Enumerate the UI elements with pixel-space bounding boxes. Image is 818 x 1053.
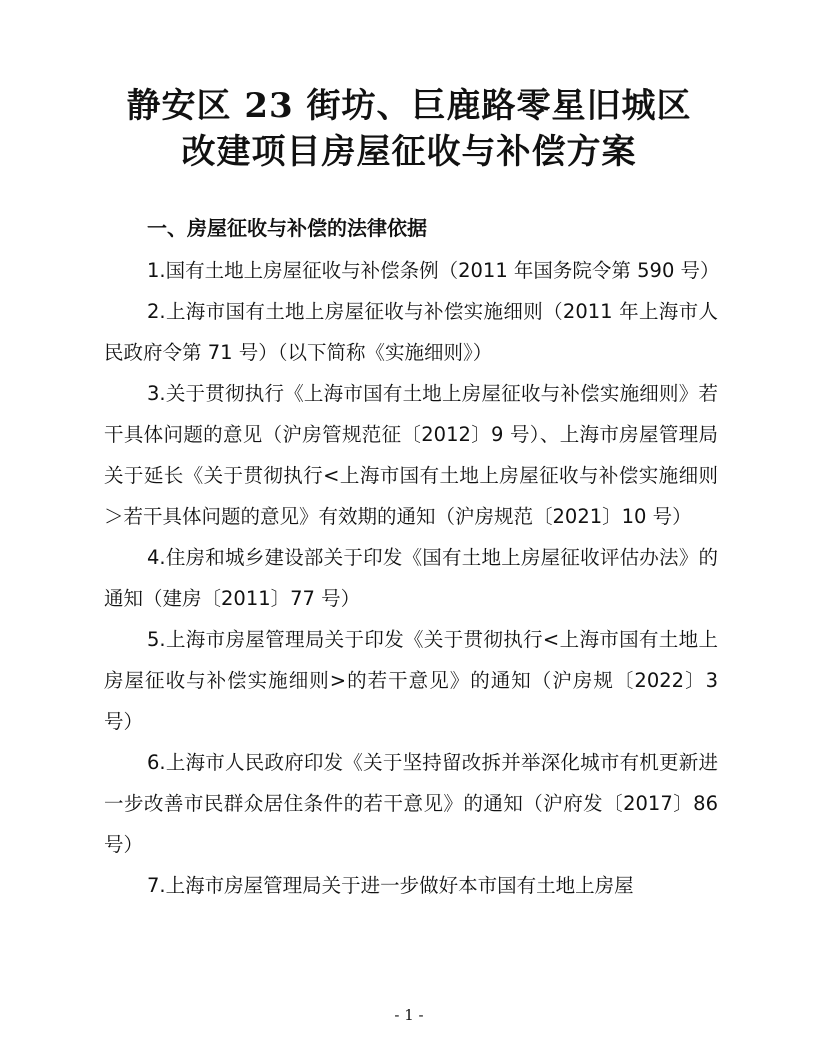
document-title-line-1: 静安区 23 街坊、巨鹿路零星旧城区	[126, 86, 692, 126]
legal-basis-item-2: 2.上海市国有土地上房屋征收与补偿实施细则（2011 年上海市人民政府令第 71 号）（以下简称《实施细则》）	[104, 300, 718, 364]
page-number: - 1 -	[394, 1006, 424, 1024]
legal-basis-item-7: 7.上海市房屋管理局关于进一步做好本市国有土地上房屋	[147, 874, 634, 897]
legal-basis-item-6: 6.上海市人民政府印发《关于坚持留改拆并举深化城市有机更新进一步改善市民群众居住条件的若干意见》的通知（沪府发〔2017〕86 号）	[104, 751, 718, 856]
section-heading: 一、房屋征收与补偿的法律依据	[147, 216, 427, 240]
legal-basis-item-5: 5.上海市房屋管理局关于印发《关于贯彻执行<上海市国有土地上房屋征收与补偿实施细则>的若干意见》的通知（沪房规〔2022〕3 号）	[104, 628, 718, 733]
document-body	[104, 250, 718, 906]
legal-basis-item-1: 1.国有土地上房屋征收与补偿条例（2011 年国务院令第 590 号）	[147, 259, 720, 282]
legal-basis-item-3: 3.关于贯彻执行《上海市国有土地上房屋征收与补偿实施细则》若干具体问题的意见（沪房管规范征〔2012〕9 号）、上海市房屋管理局关于延长《关于贯彻执行<上海市国有土地上房屋征收与补偿实施细则＞若干具体问题的意见》有效期的通知（沪房规范〔2021〕10 号）	[104, 382, 718, 528]
document-title-line-2: 改建项目房屋征收与补偿方案	[181, 132, 637, 172]
legal-basis-item-4: 4.住房和城乡建设部关于印发《国有土地上房屋征收评估办法》的通知（建房〔2011〕77 号）	[104, 546, 718, 610]
